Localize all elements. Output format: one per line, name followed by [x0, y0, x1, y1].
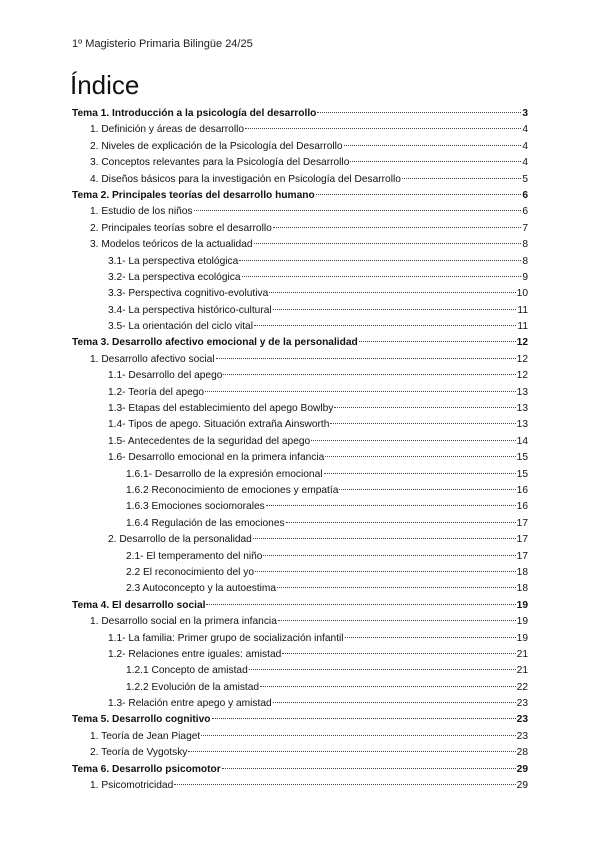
toc-entry-label: 2. Teoría de Vygotsky: [90, 747, 188, 759]
toc-page-number: 19: [516, 632, 528, 644]
toc-dot-leader: [269, 292, 515, 293]
toc-entry-label: 1.2- Teoría del apego: [108, 386, 205, 398]
toc-dot-leader: [194, 210, 522, 211]
toc-page-number: 9: [522, 271, 528, 283]
toc-entry[interactable]: [72, 335, 528, 351]
toc-entry-label: 1.2- Relaciones entre iguales: amistad: [108, 648, 282, 660]
toc-entry[interactable]: [72, 188, 528, 204]
toc-page-number: 11: [517, 304, 528, 316]
toc-entry-label: 3.1- La perspectiva etológica: [108, 255, 239, 267]
toc-entry-label: 1.3- Etapas del establecimiento del apego Bowlby: [108, 403, 334, 415]
toc-dot-leader: [277, 587, 516, 588]
toc-entry[interactable]: [72, 483, 528, 499]
toc-dot-leader: [345, 637, 516, 638]
toc-entry-label: 1. Teoría de Jean Piaget: [90, 730, 201, 742]
toc-page-number: 10: [516, 288, 528, 300]
toc-dot-leader: [174, 784, 515, 785]
toc-page-number: 12: [516, 353, 528, 365]
toc-page-number: 22: [516, 681, 528, 693]
toc-page-number: 6: [522, 189, 528, 201]
toc-entry[interactable]: [72, 352, 528, 368]
toc-entry-label: Tema 4. El desarrollo social: [72, 599, 206, 611]
toc-page-number: 7: [522, 222, 528, 234]
toc-entry-label: 2. Desarrollo de la personalidad: [108, 534, 252, 546]
page-header: 1º Magisterio Primaria Bilingüe 24/25: [72, 38, 253, 50]
toc-dot-leader: [317, 112, 521, 113]
toc-entry[interactable]: [72, 499, 528, 515]
toc-dot-leader: [359, 341, 516, 342]
toc-page-number: 23: [516, 698, 528, 710]
toc-entry[interactable]: [72, 155, 528, 171]
toc-page-number: 23: [516, 714, 528, 726]
toc-dot-leader: [282, 653, 515, 654]
toc-entry[interactable]: [72, 139, 528, 155]
toc-dot-leader: [266, 505, 516, 506]
toc-page-number: 14: [516, 435, 528, 447]
toc-dot-leader: [188, 751, 515, 752]
toc-page-number: 23: [516, 730, 528, 742]
toc-dot-leader: [245, 128, 521, 129]
toc-entry[interactable]: [72, 532, 528, 548]
toc-entry[interactable]: [72, 631, 528, 647]
toc-page-number: 21: [516, 648, 528, 660]
toc-dot-leader: [254, 325, 516, 326]
toc-entry-label: 2.1- El temperamento del niño: [126, 550, 263, 562]
toc-page-number: 4: [522, 140, 528, 152]
toc-page-number: 17: [516, 550, 528, 562]
toc-dot-leader: [223, 374, 515, 375]
toc-entry-label: 1.5- Antecedentes de la seguridad del apego: [108, 435, 311, 447]
toc-dot-leader: [254, 243, 522, 244]
toc-page-number: 5: [522, 173, 528, 185]
toc-page-number: 3: [522, 108, 528, 119]
toc-dot-leader: [278, 620, 516, 621]
toc-entry-label: 2.3 Autoconcepto y la autoestima: [126, 583, 277, 595]
toc-entry[interactable]: [72, 450, 528, 466]
toc-entry[interactable]: [72, 598, 528, 614]
toc-entry-label: 1. Estudio de los niños: [90, 206, 193, 218]
toc-entry[interactable]: [72, 778, 528, 794]
toc-page-number: 28: [516, 747, 528, 759]
toc-entry[interactable]: [72, 319, 528, 335]
toc-entry-label: Tema 2. Principales teorías del desarrollo humano: [72, 189, 315, 201]
toc-dot-leader: [205, 391, 516, 392]
page-title: Índice: [70, 70, 140, 100]
toc-dot-leader: [334, 407, 515, 408]
toc-page-number: 4: [522, 157, 528, 169]
toc-entry-label: Tema 1. Introducción a la psicología del desarrollo: [72, 108, 317, 119]
toc-page-number: 8: [522, 239, 528, 251]
toc-entry[interactable]: [72, 467, 528, 483]
toc-entry[interactable]: [72, 565, 528, 581]
toc-entry-label: 1.1- Desarrollo del apego: [108, 370, 223, 382]
toc-entry-label: 2. Principales teorías sobre el desarrollo: [90, 222, 272, 234]
toc-entry-label: 2.2 El reconocimiento del yo: [126, 566, 254, 578]
toc-entry[interactable]: [72, 270, 528, 286]
toc-dot-leader: [350, 161, 521, 162]
toc-entry-label: Tema 6. Desarrollo psicomotor: [72, 763, 221, 775]
toc-entry[interactable]: [72, 221, 528, 237]
toc-entry[interactable]: [72, 696, 528, 712]
toc-dot-leader: [263, 555, 515, 556]
toc-entry-label: 1.1- La familia: Primer grupo de socialización infantil: [108, 632, 344, 644]
toc-dot-leader: [316, 194, 522, 195]
toc-page-number: 19: [516, 616, 528, 628]
table-of-contents: [72, 106, 528, 794]
toc-dot-leader: [273, 227, 522, 228]
toc-page-number: 19: [516, 599, 528, 611]
toc-dot-leader: [402, 178, 521, 179]
toc-entry[interactable]: [72, 286, 528, 302]
toc-entry[interactable]: [72, 368, 528, 384]
toc-dot-leader: [339, 489, 515, 490]
toc-entry-label: 1.6.4 Regulación de las emociones: [126, 517, 285, 529]
toc-dot-leader: [216, 358, 516, 359]
toc-page-number: 13: [516, 386, 528, 398]
toc-entry-label: 1.6- Desarrollo emocional en la primera infancia: [108, 452, 325, 464]
toc-entry[interactable]: [72, 516, 528, 532]
toc-entry[interactable]: [72, 434, 528, 450]
toc-entry[interactable]: [72, 401, 528, 417]
toc-entry-label: 1. Desarrollo social en la primera infancia: [90, 616, 277, 628]
toc-page-number: 12: [516, 370, 528, 382]
toc-entry-label: 3. Conceptos relevantes para la Psicología del Desarrollo: [90, 157, 350, 169]
toc-dot-leader: [273, 702, 516, 703]
toc-entry-label: 1.2.1 Concepto de amistad: [126, 665, 248, 677]
toc-page-number: 15: [516, 452, 528, 464]
toc-entry-label: Tema 5. Desarrollo cognitivo: [72, 714, 211, 726]
toc-dot-leader: [255, 571, 516, 572]
toc-entry[interactable]: [72, 417, 528, 433]
toc-dot-leader: [253, 538, 516, 539]
toc-dot-leader: [324, 473, 516, 474]
toc-entry[interactable]: [72, 303, 528, 319]
toc-page-number: 11: [517, 321, 528, 333]
toc-page-number: 16: [516, 501, 528, 513]
toc-dot-leader: [239, 260, 521, 261]
toc-entry[interactable]: [72, 680, 528, 696]
toc-entry-label: 1.6.1- Desarrollo de la expresión emocional: [126, 468, 323, 480]
toc-page-number: 13: [516, 419, 528, 431]
toc-dot-leader: [201, 735, 515, 736]
toc-dot-leader: [249, 669, 516, 670]
toc-dot-leader: [286, 522, 516, 523]
toc-page-number: 18: [516, 566, 528, 578]
toc-dot-leader: [206, 604, 515, 605]
toc-page-number: 4: [522, 124, 528, 136]
toc-entry-label: 1. Psicomotricidad: [90, 780, 174, 792]
toc-entry[interactable]: [72, 762, 528, 778]
toc-entry-label: 3.2- La perspectiva ecológica: [108, 271, 241, 283]
toc-entry-label: Tema 3. Desarrollo afectivo emocional y de la personalidad: [72, 337, 358, 349]
toc-entry[interactable]: [72, 237, 528, 253]
toc-entry[interactable]: [72, 729, 528, 745]
toc-entry-label: 1.6.3 Emociones sociomorales: [126, 501, 265, 513]
toc-entry-label: 1. Definición y áreas de desarrollo: [90, 124, 245, 136]
toc-dot-leader: [344, 145, 522, 146]
toc-page-number: 18: [516, 583, 528, 595]
toc-dot-leader: [325, 456, 515, 457]
toc-entry[interactable]: [72, 204, 528, 220]
toc-entry[interactable]: [72, 549, 528, 565]
toc-page-number: 12: [516, 337, 528, 349]
toc-entry-label: 3. Modelos teóricos de la actualidad: [90, 239, 253, 251]
toc-entry[interactable]: [72, 172, 528, 188]
toc-dot-leader: [273, 309, 517, 310]
toc-entry-label: 1.6.2 Reconocimiento de emociones y empatía: [126, 484, 339, 496]
toc-dot-leader: [222, 768, 516, 769]
toc-entry-label: 1.4- Tipos de apego. Situación extraña Ainsworth: [108, 419, 330, 431]
toc-page-number: 8: [522, 255, 528, 267]
toc-entry[interactable]: [72, 712, 528, 728]
toc-dot-leader: [260, 686, 516, 687]
toc-entry-label: 2. Niveles de explicación de la Psicología del Desarrollo: [90, 140, 343, 152]
toc-entry[interactable]: [72, 106, 528, 122]
toc-entry[interactable]: [72, 614, 528, 630]
toc-entry[interactable]: [72, 647, 528, 663]
toc-dot-leader: [212, 718, 516, 719]
toc-entry[interactable]: [72, 745, 528, 761]
toc-entry-label: 1. Desarrollo afectivo social: [90, 353, 215, 365]
toc-page-number: 21: [516, 665, 528, 677]
toc-entry[interactable]: [72, 254, 528, 270]
toc-entry-label: 1.2.2 Evolución de la amistad: [126, 681, 260, 693]
toc-entry[interactable]: [72, 663, 528, 679]
toc-page-number: 6: [522, 206, 528, 218]
toc-entry[interactable]: [72, 122, 528, 138]
toc-entry[interactable]: [72, 581, 528, 597]
toc-entry-label: 3.5- La orientación del ciclo vital: [108, 321, 253, 333]
toc-page-number: 17: [516, 517, 528, 529]
toc-page-number: 29: [516, 763, 528, 775]
toc-entry-label: 3.4- La perspectiva histórico-cultural: [108, 304, 272, 316]
toc-page-number: 29: [516, 780, 528, 792]
toc-page-number: 17: [516, 534, 528, 546]
toc-page-number: 13: [516, 403, 528, 415]
toc-entry-label: 3.3- Perspectiva cognitivo-evolutiva: [108, 288, 269, 300]
toc-dot-leader: [330, 423, 515, 424]
toc-page-number: 16: [516, 484, 528, 496]
toc-entry-label: 4. Diseños básicos para la investigación en Psicología del Desarrollo: [90, 173, 401, 185]
toc-dot-leader: [311, 440, 515, 441]
toc-entry-label: 1.3- Relación entre apego y amistad: [108, 698, 272, 710]
toc-page-number: 15: [516, 468, 528, 480]
toc-entry[interactable]: [72, 385, 528, 401]
toc-dot-leader: [242, 276, 522, 277]
